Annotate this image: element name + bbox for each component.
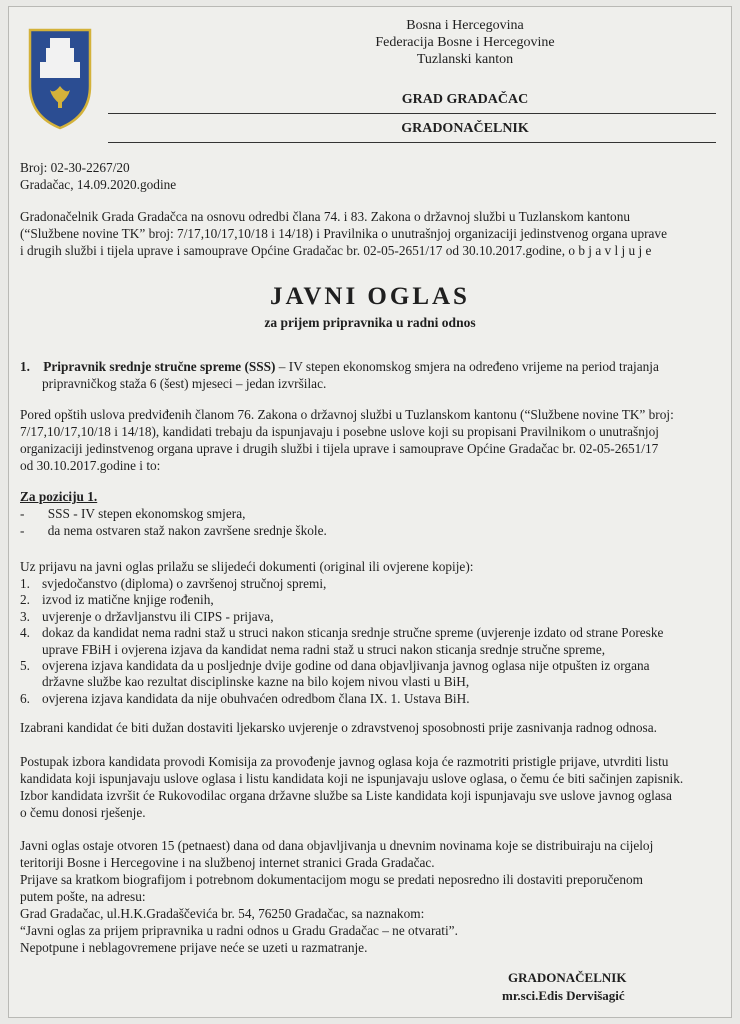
header-office: GRADONAČELNIK [401,121,529,136]
position-line [20,359,659,375]
document-item [20,609,274,625]
header-city: GRAD GRADAČAC [401,92,529,107]
document-number: 3. [20,608,30,624]
header-divider [108,142,716,143]
coat-of-arms-icon [26,24,94,132]
document-text: uvjerenje o državljanstvu ili CIPS - prijava, [42,608,274,624]
medical-note: Izabrani kandidat će biti dužan dostaviti ljekarsko uvjerenje o zdravstvenoj sposobnosti prije zasnivanja radnog odnosa. [20,720,657,735]
position-number: 1. [20,359,30,374]
document-number: 6. [20,690,30,706]
conditions-line: 7/17,10/17,10/18 i 14/18), kandidati trebaju da ispunjavaju i posebne uslove koji su propisani Pravilnikom o unutrašnjoj [20,424,659,439]
conditions-line: organizaciji jedinstvenog organa uprave i drugih službi i tijela uprave i samouprave Općine Gradačac br. 02-05-2651/17 [20,441,659,456]
notice-subtitle: za prijem pripravnika u radni odnos [264,315,476,330]
document-number: 2. [20,592,30,608]
address-line: Grad Gradačac, ul.H.K.Gradaščevića br. 54, 76250 Gradačac, sa naznakom: [20,906,425,921]
closing-line: Nepotpune i neblagovremene prijave neće se uzeti u razmatranje. [20,940,368,955]
intro-line: (“Službene novine TK” broj: 7/17,10/17,10/18 i 14/18) i Pravilnika o unutrašnjoj organizaciji jedinstvenog organa uprave [20,226,667,241]
procedure-line: Postupak izbora kandidata provodi Komisija za provođenje javnog oglasa koja će razmotriti pristigle prijave, utvrditi listu [20,754,669,769]
document-text: ovjerena izjava kandidata da nije obuhvaćen odredbom člana IX. 1. Ustava BiH. [42,690,470,706]
envelope-label: “Javni oglas za prijem pripravnika u radni odnos u Gradu Gradačac – ne otvarati”. [20,923,458,938]
document-item [42,642,605,658]
procedure-line: Izbor kandidata izvršit će Rukovodilac organa državne službe sa Liste kandidata koji ispunjavaju sve uslove javnog oglasa [20,788,672,803]
position-requirements-heading: Za poziciju 1. [20,489,98,504]
document-text: izvod iz matične knjige rođenih, [42,592,214,608]
document-text: dokaz da kandidat nema radni staž u struci nakon sticanja srednje stručne spreme (uvjerenje izdato od strane Poreske [42,625,664,641]
document-text: uprave FBiH i ovjerena izjava da kandidat nema radni staž u struci nakon sticanja srednje stručne spreme, [42,641,606,657]
document-item [20,592,214,608]
signature-name: mr.sci.Edis Dervišagić [502,988,625,1003]
document-item [20,658,650,674]
document-text: svjedočanstvo (diploma) o završenoj stručnoj spremi, [42,576,327,591]
closing-line: Javni oglas ostaje otvoren 15 (petnaest) dana od dana objavljivanja u dnevnim novinama koje se distribuiraju na cijeloj [20,838,654,853]
document-item [20,625,663,641]
document-text: ovjerena izjava kandidata da u posljednje dvije godine od dana objavljivanja javnog oglasa nije otpušten iz organa [42,658,650,673]
requirement-item: - SSS - IV stepen ekonomskog smjera, [20,506,246,521]
header-country: Bosna i Hercegovina [406,18,524,33]
position-detail: – IV stepen ekonomskog smjera na određeno vrijeme na period trajanja [275,359,659,374]
documents-intro: Uz prijavu na javni oglas prilažu se slijedeći dokumenti (original ili ovjerene kopije): [20,559,474,574]
notice-title: JAVNI OGLAS [270,283,470,310]
closing-line: teritoriji Bosne i Hercegovine i na službenoj internet stranici Grada Gradačac. [20,855,435,870]
document-number: 5. [20,658,30,673]
ref-place-date: Gradačac, 14.09.2020.godine [20,177,177,192]
document-number: 1. [20,576,30,591]
intro-line: i drugih službi i tijela uprave i samouprave Općine Gradačac br. 02-05-2651/17 od 30.10.2017.godine, o b j a v l j u j e [20,243,652,258]
document-item [20,576,326,592]
position-line2: pripravničkog staža 6 (šest) mjeseci – jedan izvršilac. [42,376,327,391]
closing-line: putem pošte, na adresu: [20,889,146,904]
document-number: 4. [20,625,30,641]
requirement-item: - da nema ostvaren staž nakon završene srednje škole. [20,523,327,538]
document-item [20,691,470,707]
position-title: Pripravnik srednje stručne spreme (SSS) [43,359,276,374]
procedure-line: kandidata koji ispunjavaju uslove oglasa i listu kandidata koji ne ispunjavaju uslove oglasa, o čemu će biti sačinjen zapisnik. [20,771,684,786]
conditions-line: od 30.10.2017.godine i to: [20,458,161,473]
intro-line: Gradonačelnik Grada Gradačca na osnovu odredbi člana 74. i 83. Zakona o državnoj službi u Tuzlanskom kantonu [20,209,631,224]
procedure-line: o čemu donosi rješenje. [20,805,146,820]
closing-line: Prijave sa kratkom biografijom i potrebnom dokumentacijom mogu se predati neposredno ili dostaviti preporučenom [20,872,643,887]
header-federation: Federacija Bosne i Hercegovine [375,35,555,50]
document-text: državne službe kao rezultat disciplinske kazne na bilo kojem nivou vlasti u BiH, [42,674,470,690]
document-item [42,674,469,690]
conditions-line: Pored opštih uslova predviđenih članom 76. Zakona o državnoj službi u Tuzlanskom kantonu (“Službene novine TK” broj: [20,407,674,422]
ref-number: Broj: 02-30-2267/20 [20,160,130,175]
signature-role: GRADONAČELNIK [508,970,627,985]
header-canton: Tuzlanski kanton [416,52,514,67]
header-divider [108,113,716,114]
